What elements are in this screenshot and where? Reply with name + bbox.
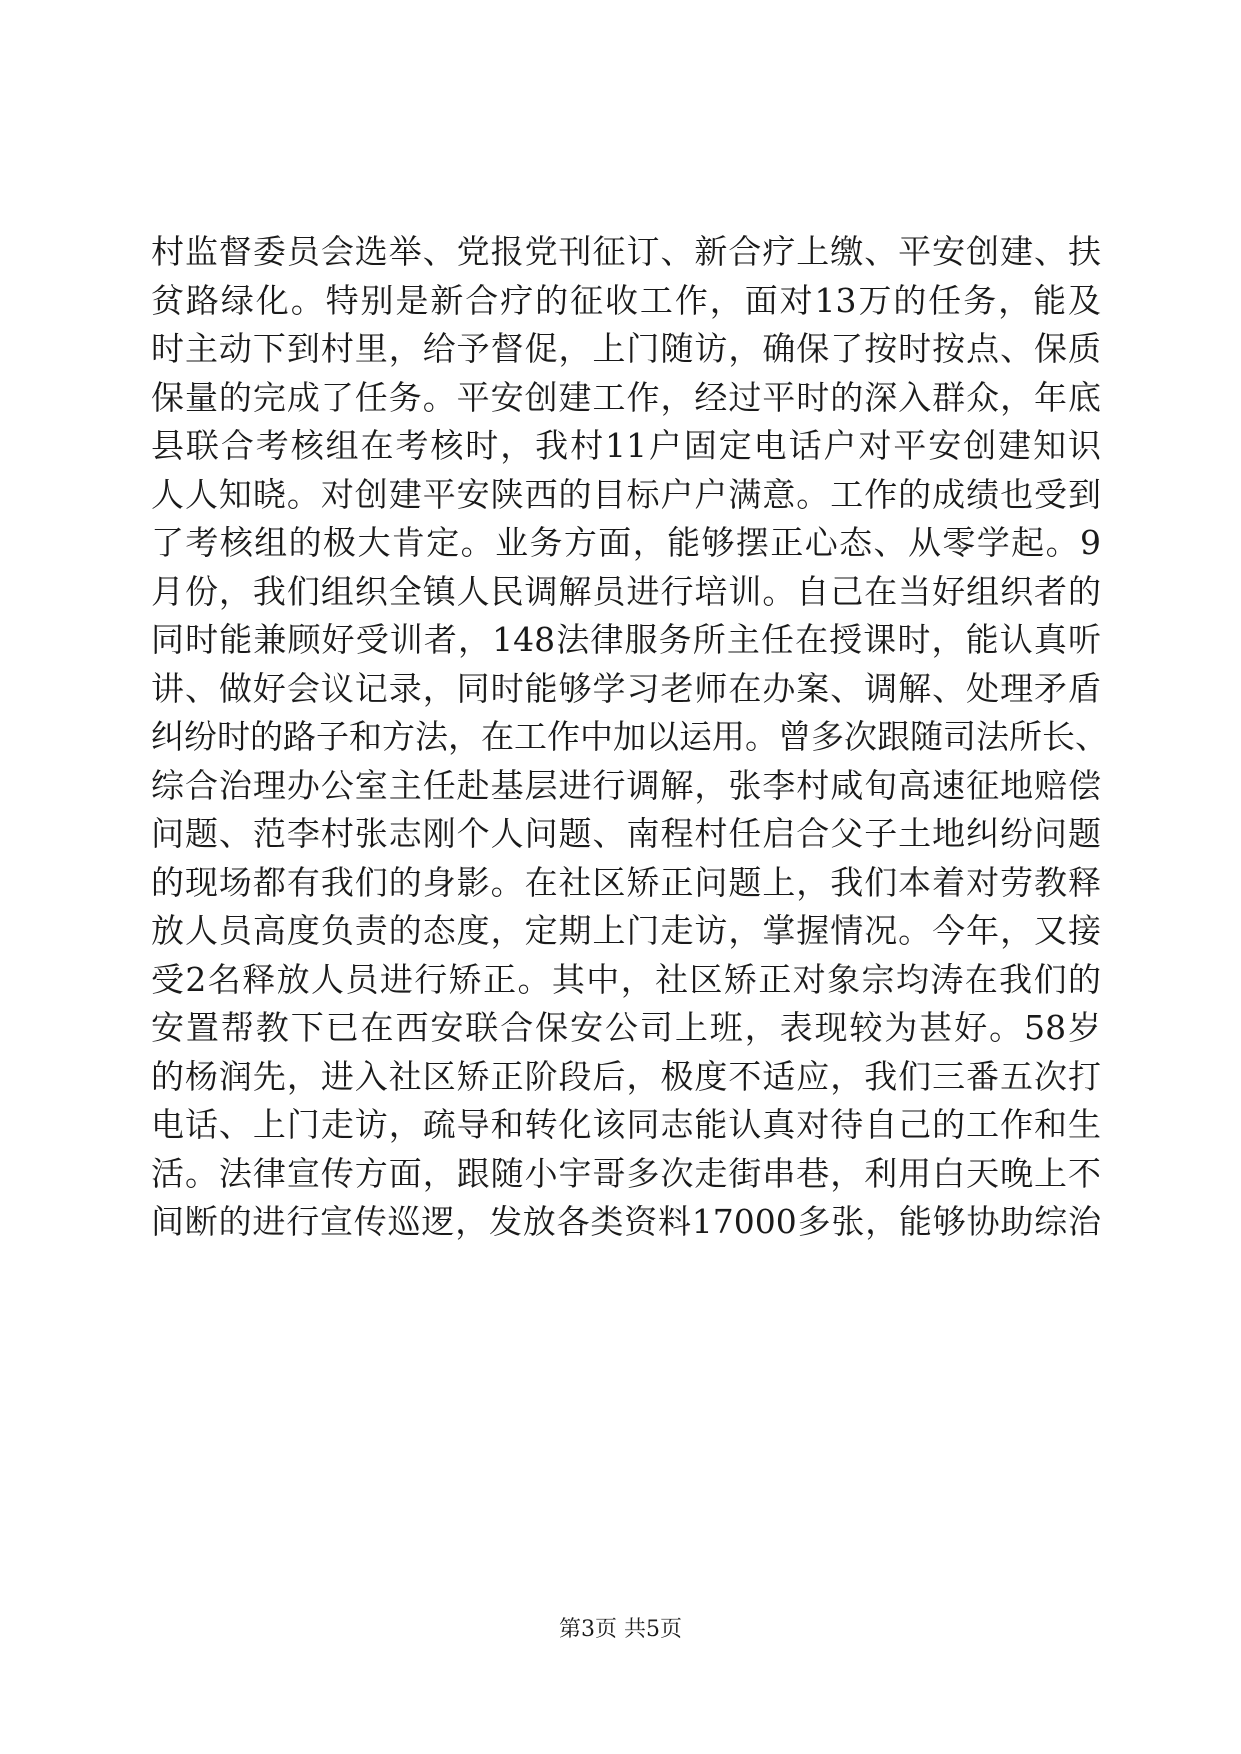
text-line: 了考核组的极大肯定。业务方面，能够摆正心态、从零学起。9 (151, 523, 1101, 562)
body-text (151, 228, 1108, 1247)
text-line: 村监督委员会选举、党报党刊征订、新合疗上缴、平安创建、扶 (151, 232, 1101, 271)
text-line: 讲、做好会议记录，同时能够学习老师在办案、调解、处理矛盾 (151, 668, 1101, 708)
page-footer (0, 1612, 1241, 1643)
text-line: 电话、上门走访，疏导和转化该同志能认真对待自己的工作和生 (151, 1105, 1101, 1144)
text-line: 月份，我们组织全镇人民调解员进行培训。自己在当好组织者的 (151, 571, 1101, 611)
text-line: 间断的进行宣传巡逻，发放各类资料17000多张，能够协助综治 (151, 1202, 1101, 1241)
text-line: 的杨润先，进入社区矫正阶段后，极度不适应，我们三番五次打 (151, 1056, 1101, 1096)
text-line: 问题、范李村张志刚个人问题、南程村任启合父子土地纠纷问题 (151, 814, 1101, 853)
text-line: 放人员高度负责的态度，定期上门走访，掌握情况。今年，又接 (151, 911, 1101, 950)
text-line: 保量的完成了任务。平安创建工作，经过平时的深入群众，年底 (151, 377, 1101, 417)
text-line: 县联合考核组在考核时，我村11户固定电话户对平安创建知识 (151, 426, 1101, 465)
text-line: 的现场都有我们的身影。在社区矫正问题上，我们本着对劳教释 (151, 862, 1101, 902)
text-line: 人人知晓。对创建平安陕西的目标户户满意。工作的成绩也受到 (151, 474, 1101, 514)
text-line: 贫路绿化。特别是新合疗的征收工作，面对13万的任务，能及 (151, 280, 1101, 320)
text-line: 同时能兼顾好受训者，148法律服务所主任在授课时，能认真听 (151, 620, 1101, 659)
page-number-label: 第3页 共5页 (559, 1617, 682, 1642)
text-line: 纠纷时的路子和方法，在工作中加以运用。曾多次跟随司法所长、 (151, 717, 1108, 756)
text-line: 综合治理办公室主任赴基层进行调解，张李村咸旬高速征地赔偿 (151, 765, 1101, 805)
text-line: 安置帮教下已在西安联合保安公司上班，表现较为甚好。58岁 (151, 1008, 1101, 1047)
text-line: 受2名释放人员进行矫正。其中，社区矫正对象宗均涛在我们的 (151, 959, 1101, 999)
text-line: 时主动下到村里，给予督促，上门随访，确保了按时按点、保质 (151, 329, 1101, 368)
text-line: 活。法律宣传方面，跟随小宇哥多次走街串巷，利用白天晚上不 (151, 1153, 1101, 1193)
